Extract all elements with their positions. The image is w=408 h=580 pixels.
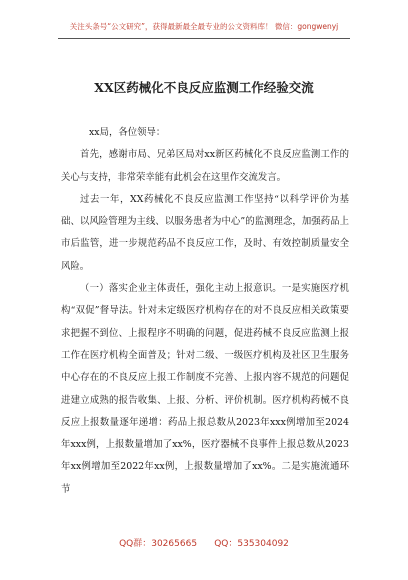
document-body: [61, 122, 349, 501]
document-title: XX区药械化不良反应监测工作经验交流: [94, 80, 314, 95]
header-note: 关注头条号“公文研究”，获得最新最全最专业的公文资料库！ 微信：gongwenyj: [69, 22, 339, 31]
paragraph-2: 过去一年，XX药械化不良反应监测工作坚持“以科学评价为基础、以风险管理为主线、以服务患者为中心”的监测理念，加强药品上市后监管，进一步规范药品不良反应工作，及时、有效控制质量安全风险。: [61, 193, 349, 272]
paragraph-3: （一）落实企业主体责任，强化主动上报意识。一是实施医疗机构“双促”督导法。针对未定级医疗机构存在的对不良反应相关政策要求把握不到位、上报程序不明确的问题，促进药械不良反应监测上报工作在医疗机构全面普及；针对二级、一级医疗机构及社区卫生服务中心存在的不良反应上报工作制度不完善、上报内容不规范的问题促进建立成熟的报告收集、上报、分析、评价机制。医疗机构药械不良反应上报数量逐年递增：药品上报总数从2023年xxx例增加至2024年xxx例，上报数量增加了xx%，医疗器械不良事件上报总数从2023年xx例增加至2022年xx例，上报数量增加了xx%。二是实施流通环节: [61, 283, 349, 495]
paragraph-1: 首先，感谢市局、兄弟区局对xx新区药械化不良反应监测工作的关心与支持，非常荣幸能有此机会在这里作交流发言。: [61, 149, 349, 183]
footer-contact: QQ群：30265665 QQ：535304092: [119, 539, 289, 549]
salutation: xx局，各位领导：: [89, 127, 166, 138]
header-divider: [58, 38, 350, 39]
